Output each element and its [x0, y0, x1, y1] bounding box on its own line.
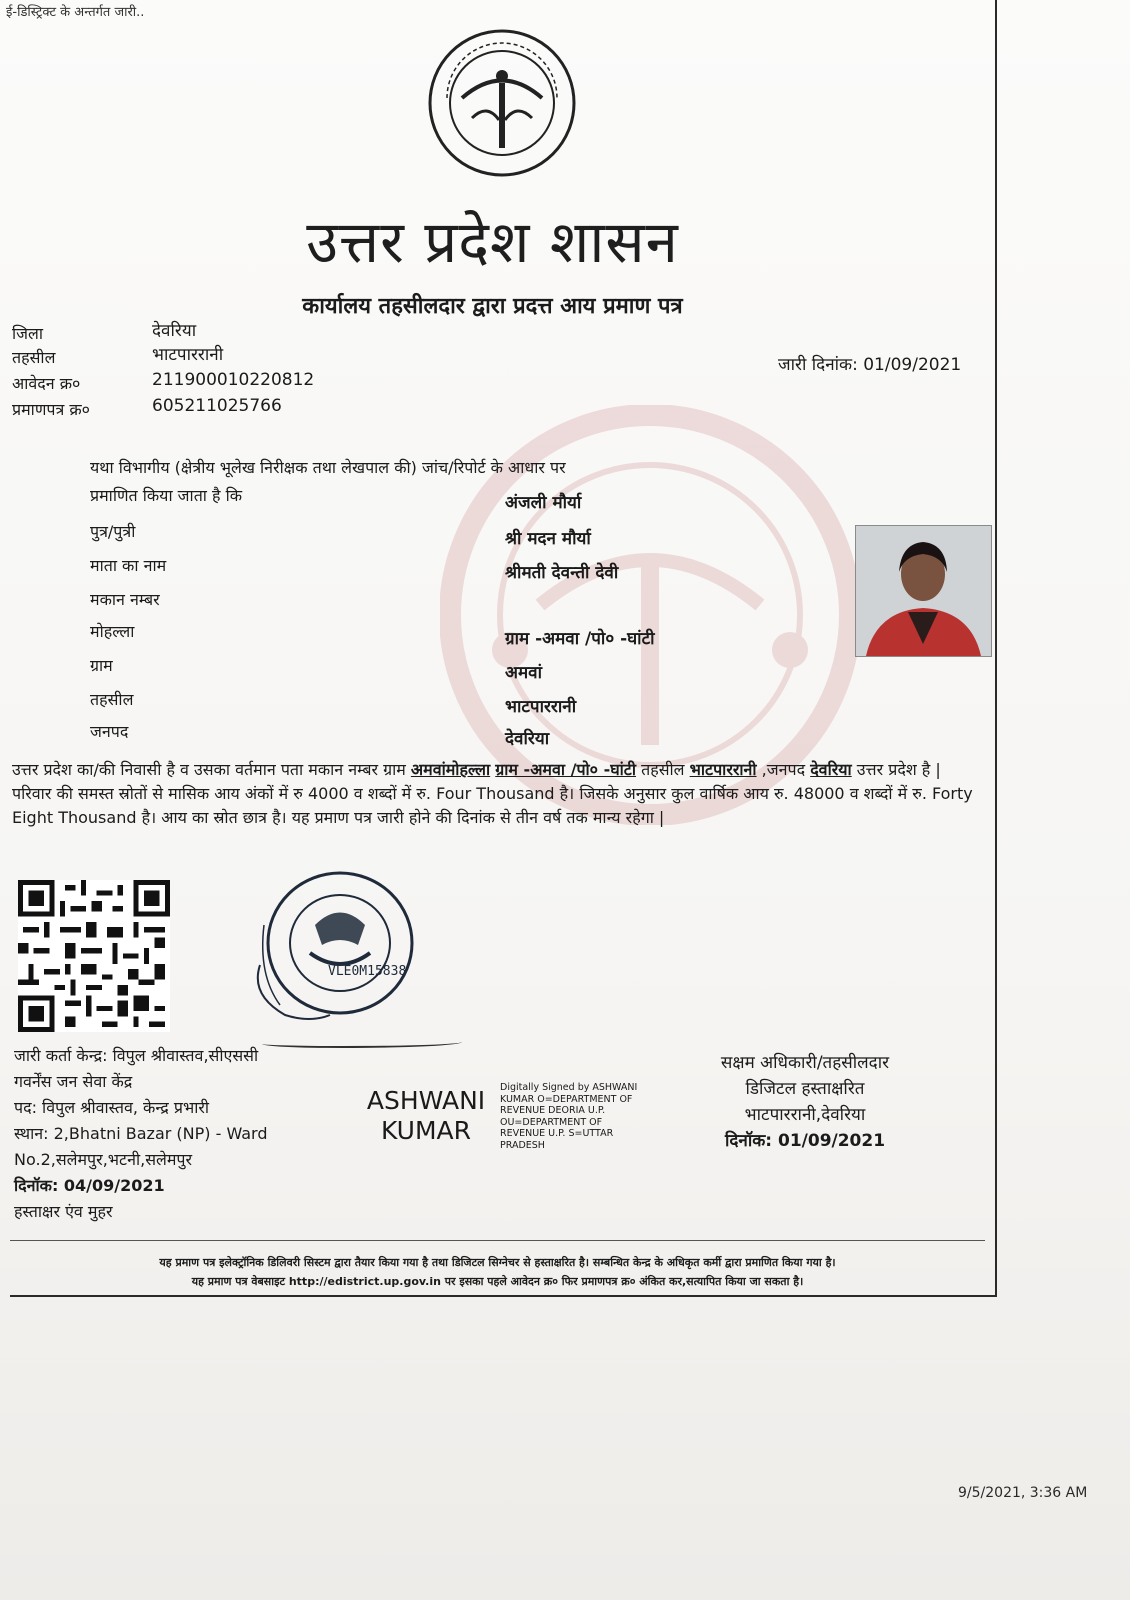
footer-divider [10, 1240, 985, 1241]
person-photo-icon [856, 526, 991, 656]
house-number-label: मकान नम्बर [90, 590, 160, 609]
issuer-place-line-2: No.2,सलेमपुर,भटनी,सलेमपुर [14, 1150, 193, 1169]
district-label: जिला [12, 324, 44, 343]
village-label: ग्राम [90, 656, 113, 675]
mother-name: श्रीमती देवन्ती देवी [505, 563, 619, 583]
certificate-label: प्रमाणपत्र क्र० [12, 400, 90, 419]
tehsil-detail-value: भाटपाररानी [505, 697, 577, 717]
footer-note-2: यह प्रमाण पत्र वेबसाइट http://edistrict.up.gov.in पर इसका पहले आवेदन क्र० फिर प्रमाणपत्र क्र० अंकित कर,सत्यापित किया जा सकता है। [191, 1275, 804, 1288]
issuing-center: जारी कर्ता केन्द्र: विपुल श्रीवास्तव,सीएससी [14, 1046, 259, 1065]
authority-location: भाटपाररानी,देवरिया [744, 1105, 866, 1125]
print-timestamp: 9/5/2021, 3:36 AM [958, 1485, 1088, 1501]
certificate-number: 605211025766 [152, 396, 282, 416]
application-number: 211900010220812 [152, 370, 315, 390]
income-statement: उत्तर प्रदेश का/की निवासी है व उसका वर्तमान पता मकान नम्बर ग्राम अमवांमोहल्ला ग्राम -अमवा /पो० -घांटी तहसील भाटपाररानी ,जनपद देवरिया उत्तर प्रदेश है | परिवार की समस्त स्रोतों से मासिक आय अंकों में रु 4000 व शब्दों में रु. Four Thousand है। जिसके अनुसार कुल वार्षिक आय रु. 48000 व शब्दों में रु. Forty Eight Thousand है। आय का स्रोत छात्र है। यह प्रमाण पत्र जारी होने की दिनांक से तीन वर्ष तक मान्य रहेगा | [12, 760, 973, 827]
issuer-post: पद: विपुल श्रीवास्तव, केन्द्र प्रभारी [14, 1098, 210, 1117]
seal-id: VLE0M15838 [328, 964, 407, 979]
applicant-name: अंजली मौर्या [505, 493, 582, 513]
certificate-subtitle: कार्यालय तहसीलदार द्वारा प्रदत्त आय प्रमाण पत्र [302, 294, 683, 319]
authority-title: सक्षम अधिकारी/तहसीलदार [720, 1053, 890, 1073]
authority-digital-sign: डिजिटल हस्ताक्षरित [745, 1079, 865, 1099]
issuing-center-line-2: गवर्नेंस जन सेवा केंद्र [14, 1072, 133, 1091]
intro-line-2: प्रमाणित किया जाता है कि [90, 486, 243, 505]
issuer-place: स्थान: 2,Bhatni Bazar (NP) - Ward [14, 1124, 268, 1143]
mohalla-value: ग्राम -अमवा /पो० -घांटी [505, 629, 655, 649]
issuer-sign-label: हस्ताक्षर एंव मुहर [14, 1202, 113, 1221]
applicant-photo [855, 525, 992, 657]
father-label: पुत्र/पुत्री [90, 522, 136, 541]
father-name: श्री मदन मौर्या [505, 529, 591, 549]
official-round-seal [240, 865, 422, 1025]
digital-signature-details: Digitally Signed by ASHWANI KUMAR O=DEPARTMENT OF REVENUE DEORIA U.P. OU=DEPARTMENT OF REVENUE U.P. S=UTTAR PRADESH [500, 1082, 638, 1151]
main-title: उत्तर प्रदेश शासन [306, 208, 679, 276]
district-value: देवरिया [152, 321, 197, 341]
mother-label: माता का नाम [90, 556, 167, 575]
village-value: अमवां [505, 663, 543, 683]
application-label: आवेदन क्र० [12, 374, 81, 393]
tehsil-value: भाटपाररानी [152, 345, 224, 365]
janpad-label: जनपद [90, 722, 129, 741]
issuer-date: दिनॉक: 04/09/2021 [14, 1176, 165, 1195]
janpad-value: देवरिया [505, 729, 550, 749]
tehsil-label: तहसील [12, 348, 56, 367]
authority-date: दिनॉक: 01/09/2021 [724, 1131, 886, 1151]
issue-date: जारी दिनांक: 01/09/2021 [778, 355, 962, 375]
tehsil-detail-label: तहसील [90, 690, 134, 709]
mohalla-label: मोहल्ला [90, 622, 135, 641]
digital-signer-name: ASHWANI KUMAR [366, 1086, 486, 1145]
qr-code[interactable] [18, 880, 170, 1032]
footer-note-1: यह प्रमाण पत्र इलेक्ट्रॉनिक डिलिवरी सिस्टम द्वारा तैयार किया गया है तथा डिजिटल सिग्नेचर से हस्ताक्षरित है। सम्बन्धित केन्द्र के अधिकृत कर्मी द्वारा प्रमाणित किया गया है। [159, 1256, 836, 1269]
top-note: ई-डिस्ट्रिक्ट के अन्तर्गत जारी.. [6, 5, 145, 20]
up-state-emblem [427, 28, 577, 178]
intro-line-1: यथा विभागीय (क्षेत्रीय भूलेख निरीक्षक तथा लेखपाल की) जांच/रिपोर्ट के आधार पर [90, 458, 566, 477]
